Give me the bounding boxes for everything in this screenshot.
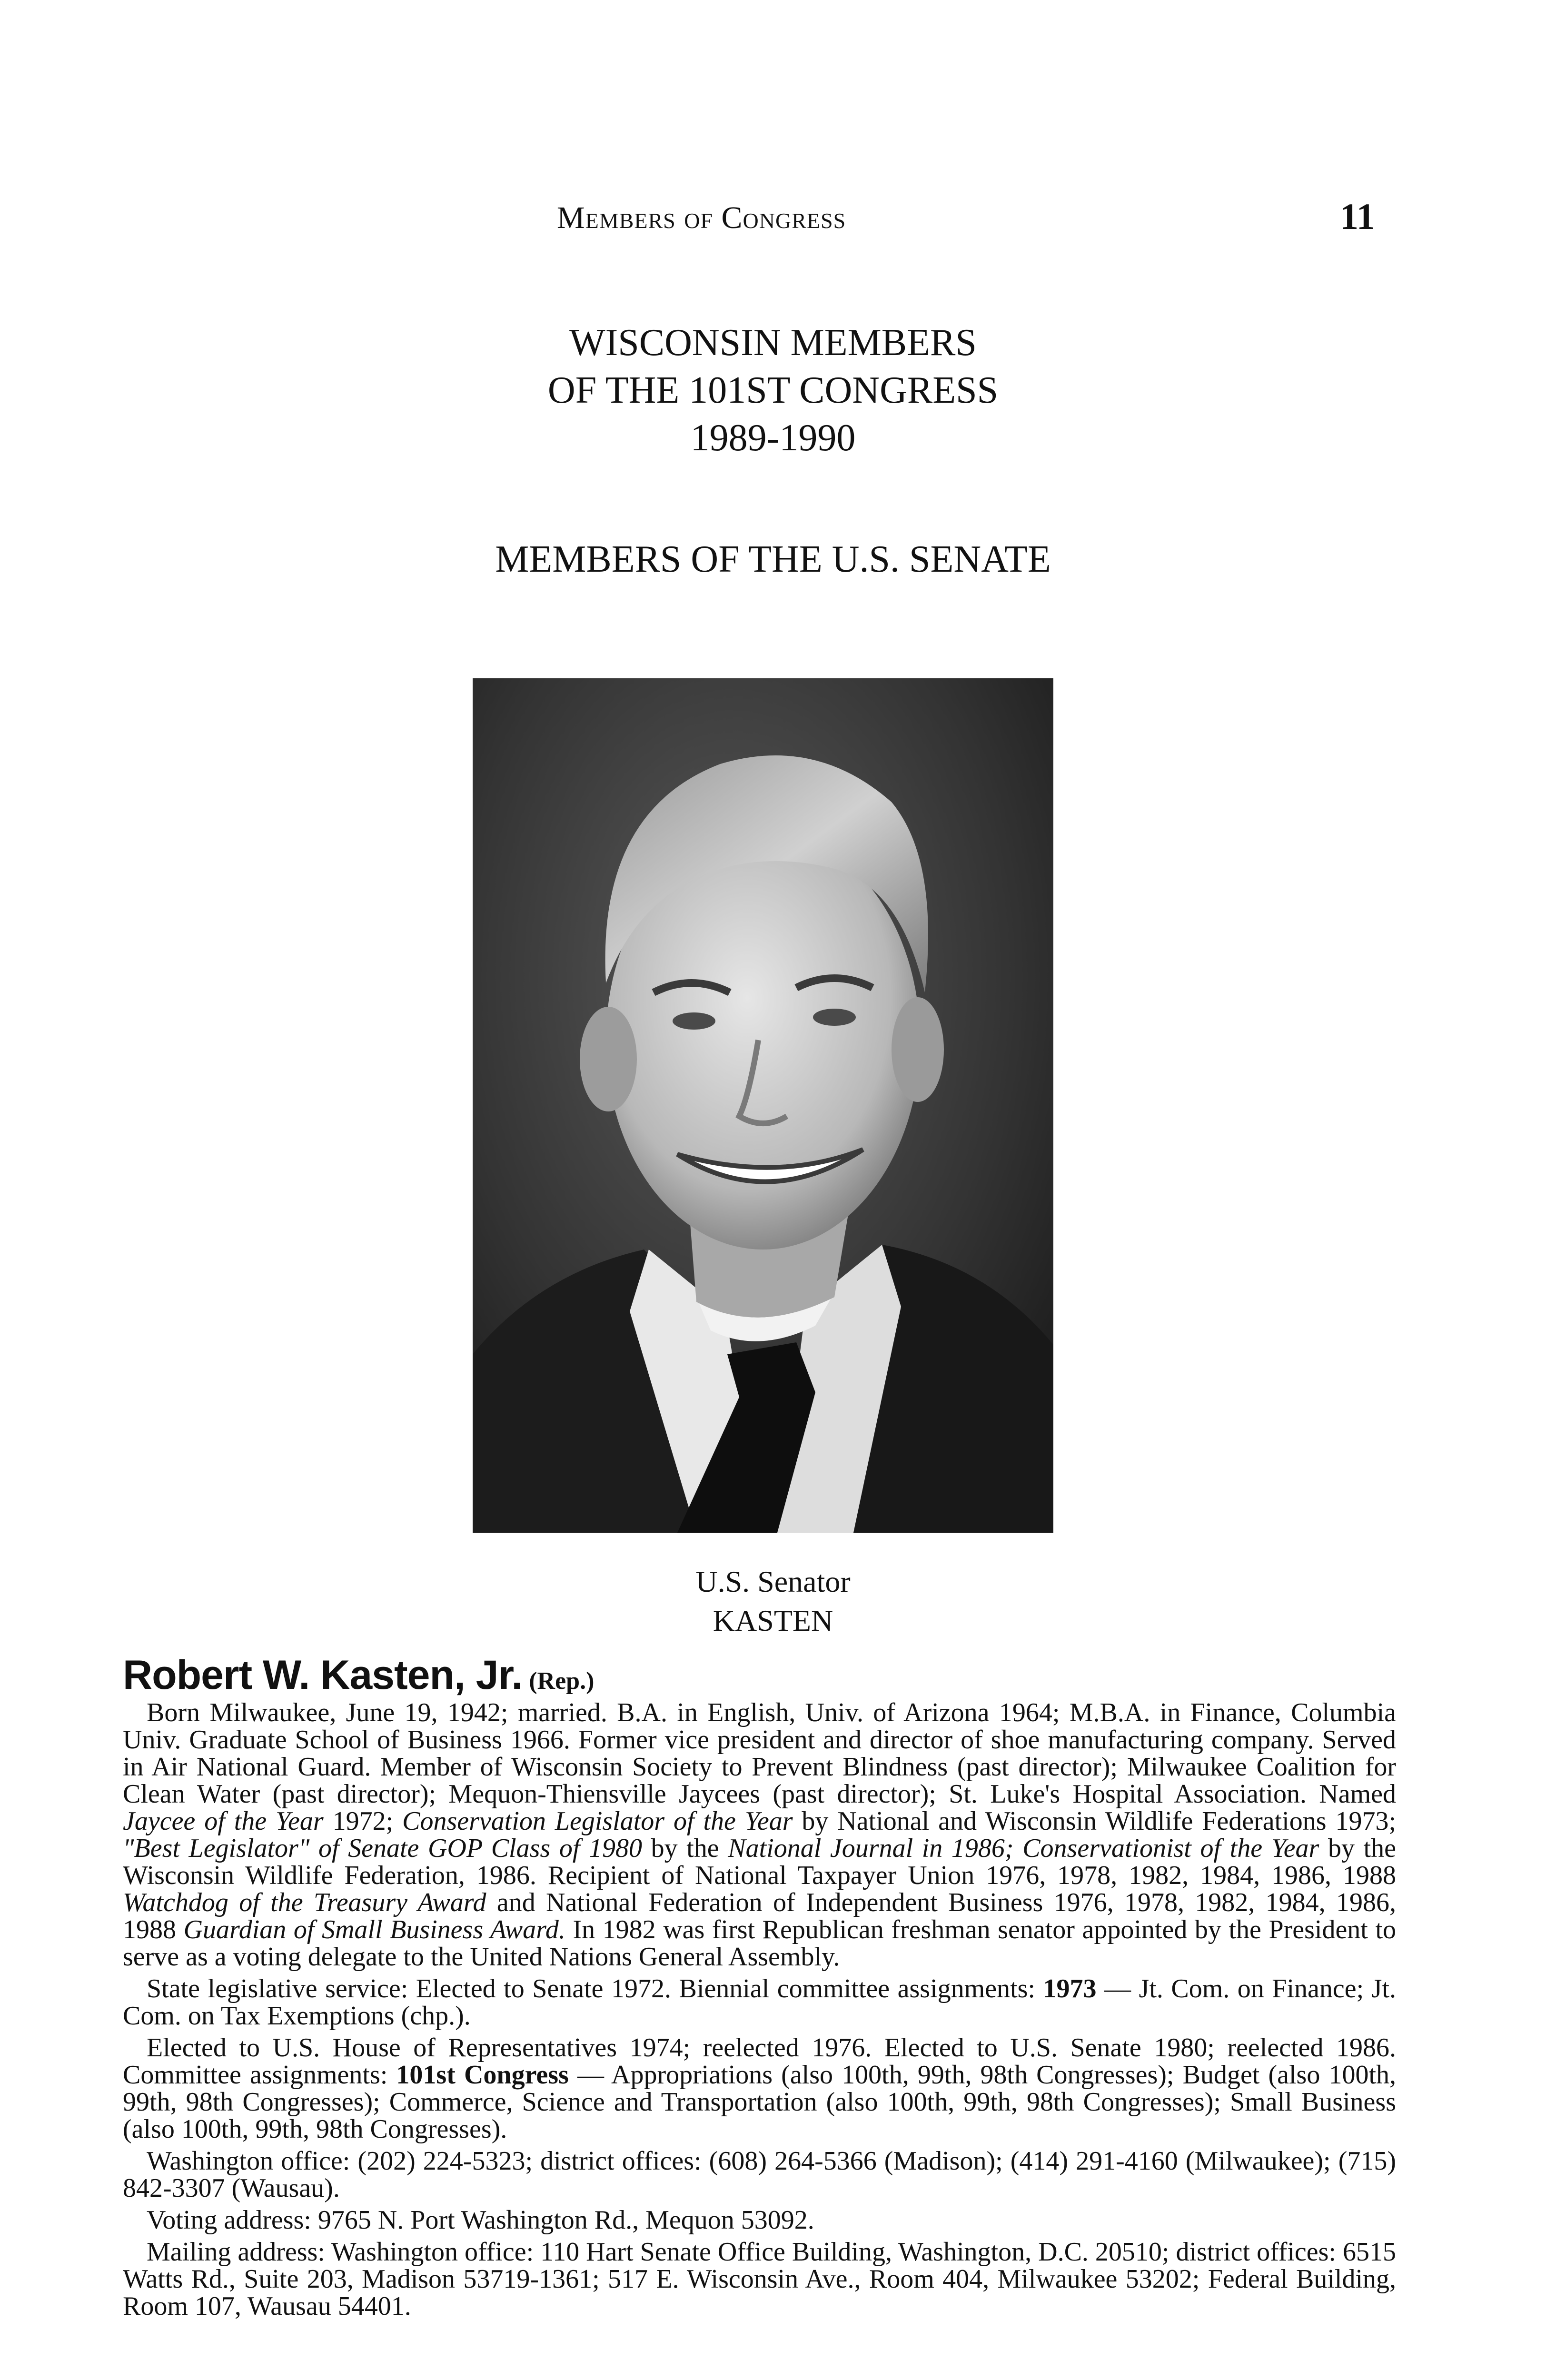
caption-title: U.S. Senator xyxy=(695,1565,851,1598)
member-name: Robert W. Kasten, Jr. xyxy=(123,1652,523,1698)
bio-paragraph-federal-service xyxy=(123,2034,1396,2143)
page-title-line-1: WISCONSIN MEMBERS xyxy=(569,322,977,364)
page-title-line-2: OF THE 101ST CONGRESS xyxy=(547,369,999,411)
bio-text: by the Wisconsin Wildlife Federation, 1986. Recipient of National Taxpayer Union 1976, 1978, 1982, 1984, 1986, 1988 xyxy=(123,1834,1397,1890)
bio-text: by National and Wisconsin Wildlife Federations 1973; xyxy=(793,1806,1397,1836)
bio-award: Jaycee of the Year xyxy=(123,1806,324,1836)
bio-text: by the xyxy=(642,1834,728,1863)
bio-paragraph-offices: Washington office: (202) 224-5323; district offices: (608) 264-5366 (Madison); (414) 291-4160 (Milwaukee); (715) 842-3307 (Wausau). xyxy=(123,2146,1396,2203)
bio-text: and National Federation of Independent Business 1976, 1978, 1982, 1984, 1986, 1988 xyxy=(123,1888,1396,1944)
bio-paragraph-mailing-address: Mailing address: Washington office: 110 Hart Senate Office Building, Washington, D.C. 20510; district offices: 6515 Watts Rd., Suite 203, Madison 53719-1361; 517 E. Wisconsin Ave., Room 404, Milwaukee 53202; Federal Building, Room 107, Wausau 54401. xyxy=(123,2237,1396,2321)
bio-award: "Best Legislator" of Senate GOP Class of 1980 xyxy=(123,1834,642,1863)
running-header xyxy=(0,196,1546,257)
bio-award: Conservation Legislator of the Year xyxy=(402,1806,793,1836)
bio-congress: 101st Congress xyxy=(396,2060,569,2090)
bio-paragraph-state-service xyxy=(123,1975,1396,2030)
caption-surname: KASTEN xyxy=(713,1604,833,1637)
bio-text: Elected to U.S. House of Representatives 1974; reelected 1976. Elected to U.S. Senate 1980; reelected 1986. Committee assignments: xyxy=(123,2033,1396,2090)
bio-year: 1973 xyxy=(1043,1974,1097,2003)
member-party: (Rep.) xyxy=(529,1667,595,1695)
portrait-illustration xyxy=(473,678,1053,1533)
page-number: 11 xyxy=(1340,196,1375,237)
bio-award: Guardian of Small Business Award. xyxy=(183,1915,565,1944)
bio-text: — Jt. Com. on Finance; Jt. Com. on Tax Exemptions (chp.). xyxy=(123,1974,1396,2031)
page-title-line-3: 1989-1990 xyxy=(690,417,856,459)
bio-award: National Journal in 1986; Conservationist of the Year xyxy=(728,1834,1319,1863)
running-title: Members of Congress xyxy=(557,200,846,235)
portrait-caption xyxy=(0,1562,1546,1640)
bio-text: In 1982 was first Republican freshman senator appointed by the President to serve as a voting delegate to the United Nations General Assembly. xyxy=(123,1915,1397,1972)
bio-award: Watchdog of the Treasury Award xyxy=(123,1888,486,1917)
bio-text: — Appropriations (also 100th, 99th, 98th Congresses); Budget (also 100th, 99th, 98th Congresses); Commerce, Science and Transportation (also 100th, 99th, 98th Congresses); Small Business (also 100th, 99th, 98th Congresses). xyxy=(123,2060,1397,2144)
member-name-line xyxy=(123,1652,594,1699)
bio-text: 1972; xyxy=(323,1806,403,1836)
bio-paragraph-personal xyxy=(123,1699,1396,1971)
bio-text: State legislative service: Elected to Senate 1972. Biennial committee assignments: xyxy=(147,1974,1043,2003)
member-biography xyxy=(123,1699,1396,2320)
senator-portrait-photo xyxy=(473,678,1053,1533)
bio-text: Born Milwaukee, June 19, 1942; married. B.A. in English, Univ. of Arizona 1964; M.B.A. in Finance, Columbia Univ. Graduate School of Business 1966. Former vice president and director of shoe manufacturing company. Served in Air National Guard. Member of Wisconsin Society to Prevent Blindness (past director); Milwaukee Coalition for Clean Water (past director); Mequon-Thiensville Jaycees (past director); St. Luke's Hospital Association. Named xyxy=(123,1698,1396,1809)
bio-paragraph-voting-address: Voting address: 9765 N. Port Washington Rd., Mequon 53092. xyxy=(147,2205,814,2235)
section-title: MEMBERS OF THE U.S. SENATE xyxy=(495,538,1051,580)
page-title xyxy=(0,319,1546,462)
